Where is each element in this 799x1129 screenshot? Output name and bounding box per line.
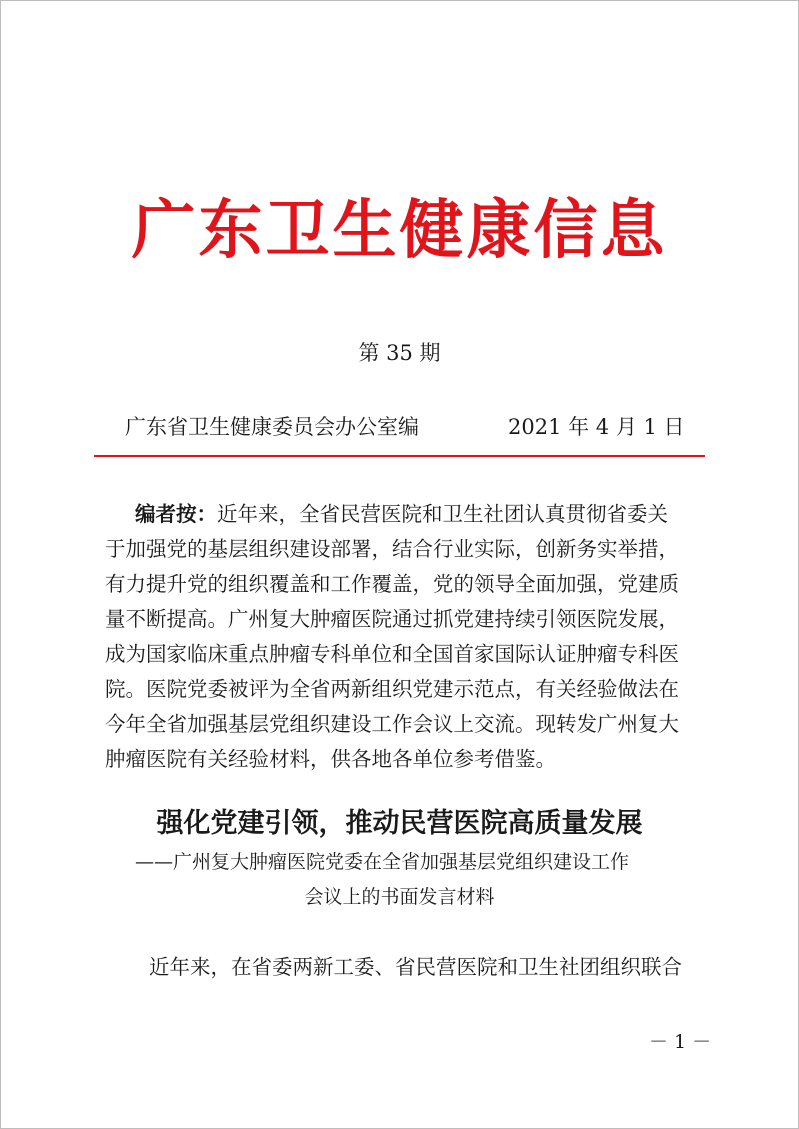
editor-note-line: 院。医院党委被评为全省两新组织党建示范点，有关经验做法在	[105, 677, 679, 701]
editor-note-text: 近年来，全省民营医院和卫生社团认真贯彻省委关	[217, 502, 668, 526]
editor-note-line: 今年全省加强基层党组织建设工作会议上交流。现转发广州复大	[105, 712, 679, 736]
editor-note-label: 编者按：	[135, 502, 217, 526]
article-subtitle-line1: ——广州复大肿瘤医院党委在全省加强基层党组织建设工作	[135, 851, 630, 873]
publication-date: 2021 年 4 月 1 日	[508, 415, 685, 439]
editor-note-line: 于加强党的基层组织建设部署，结合行业实际，创新务实举措，	[105, 537, 679, 561]
issue-number: 第 35 期	[358, 341, 441, 365]
page-number: － 1 －	[649, 1031, 712, 1053]
editor-note	[105, 497, 705, 777]
red-divider	[94, 455, 705, 457]
editor-note-line	[105, 497, 705, 532]
article-subtitle-line2: 会议上的书面发言材料	[304, 886, 495, 908]
editor-note-line: 肿瘤医院有关经验材料，供各地各单位参考借鉴。	[105, 747, 556, 771]
editor-note-line: 量不断提高。广州复大肿瘤医院通过抓党建持续引领医院发展，	[105, 607, 679, 631]
masthead-title: 广东卫生健康信息	[131, 193, 668, 268]
article-title: 强化党建引领，推动民营医院高质量发展	[156, 808, 643, 839]
editor-note-line: 有力提升党的组织覆盖和工作覆盖，党的领导全面加强，党建质	[105, 572, 679, 596]
publisher: 广东省卫生健康委员会办公室编	[125, 415, 419, 439]
editor-note-line: 成为国家临床重点肿瘤专科单位和全国首家国际认证肿瘤专科医	[105, 642, 679, 666]
article-body-first-line: 近年来，在省委两新工委、省民营医院和卫生社团组织联合	[149, 955, 682, 979]
